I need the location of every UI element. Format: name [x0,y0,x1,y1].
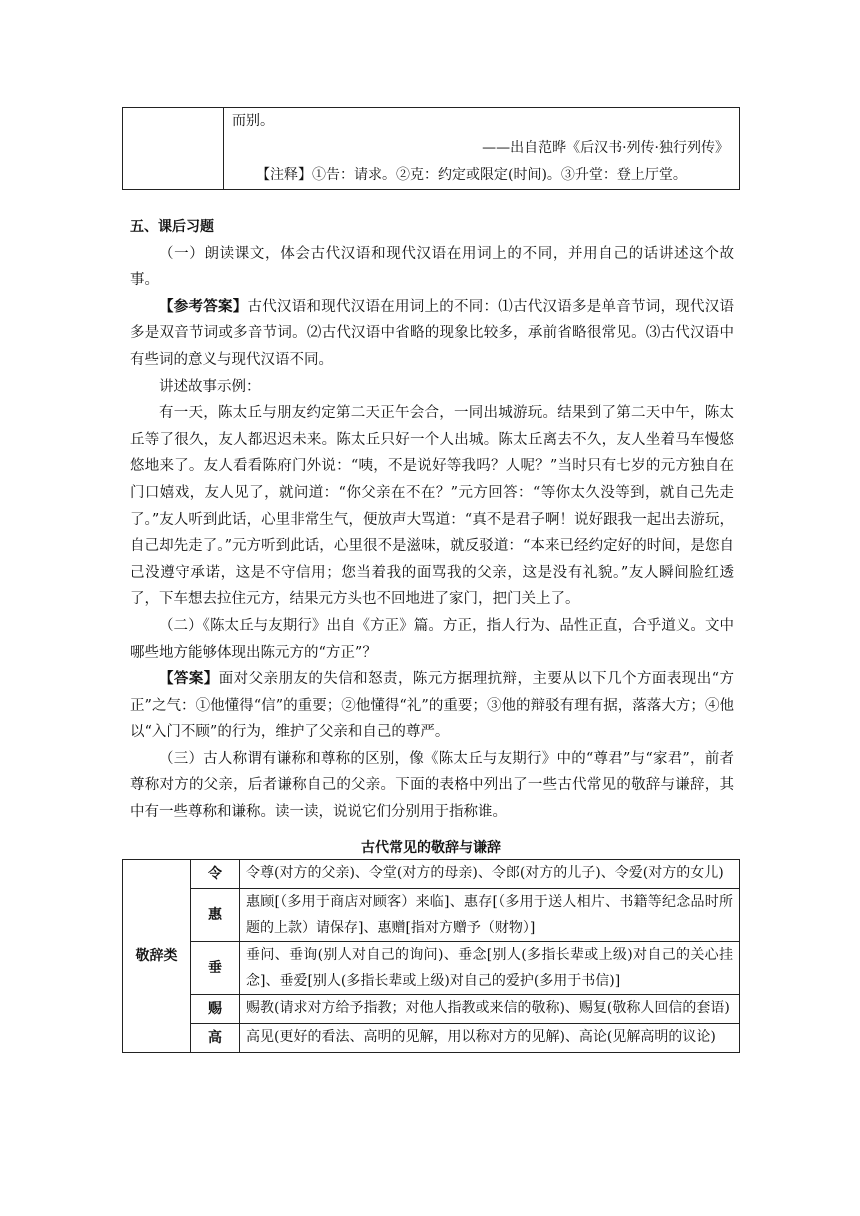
table-row [123,942,740,995]
answer-2 [130,666,734,746]
source-citation: ——出自范晔《后汉书·列传·独行列传》 [482,140,729,156]
table-row [123,860,740,889]
category-cell: 敬辞类 [123,860,191,1053]
honorific-char: 垂 [191,942,240,995]
honorific-desc: 令尊(对方的父亲)、令堂(对方的母亲)、令郎(对方的儿子)、令爱(对方的女儿) [240,860,740,889]
exercise-section [130,214,734,826]
continuation-table [122,107,740,190]
honorific-char: 惠 [191,889,240,942]
honorific-char: 令 [191,860,240,889]
section-heading: 五、课后习题 [130,219,214,235]
honorific-desc: 惠顾[（多用于商店对顾客）来临]、惠存[（多用于送人相片、书籍等纪念品时所题的上款）请保存]、惠赠[指对方赠予（财物）] [240,889,740,942]
continuation-blank-cell [123,108,224,190]
honorific-table [122,859,740,1053]
question-1: （一）朗读课文，体会古代汉语和现代汉语在用词上的不同，并用自己的话讲述这个故事。 [130,245,734,289]
honorific-desc-text: 高见(更好的看法、高明的见解，用以称对方的见解)、高论(见解高明的议论) [246,1029,716,1045]
annotation-note: 【注释】①告：请求。②克：约定或限定(时间)。③升堂：登上厅堂。 [256,167,687,183]
honorific-char: 赐 [191,995,240,1024]
question-3: （三）古人称谓有谦称和尊称的区别，像《陈太丘与友期行》中的“尊君”与“家君”，前者尊称对方的父亲，后者谦称自己的父亲。下面的表格中列出了一些古代常见的敬辞与谦辞，其中有一些尊称和谦称。读一读，说说它们分别用于指称谁。 [130,750,734,821]
honorific-desc: 赐教(请求对方给予指教；对他人指教或来信的敬称)、赐复(敬称人回信的套语) [240,995,740,1024]
question-2: （二）《陈太丘与友期行》出自《方正》篇。方正，指人行为、品性正直，合乎道义。文中哪些地方能够体现出陈元方的“方正”？ [130,617,734,661]
answer-2-text: 面对父亲朋友的失信和怒责，陈元方据理抗辩，主要从以下几个方面表现出“方正”之气：①他懂得“信”的重要；②他懂得“礼”的重要；③他的辩驳有理有据，落落大方；④他以“入门不顾”的行为，维护了父亲和自己的尊严。 [130,671,734,741]
story-text: 有一天，陈太丘与朋友约定第二天正午会合，一同出城游玩。结果到了第二天中午，陈太丘等了很久，友人都迟迟未来。陈太丘只好一个人出城。陈太丘离去不久，友人坐着马车慢悠悠地来了。友人看看陈府门外说：“咦，不是说好等我吗？人呢？”当时只有七岁的元方独自在门口嬉戏，友人见了，就问道：“你父亲在不在？”元方回答：“等你太久没等到，就自己先走了。”友人听到此话，心里非常生气，便放声大骂道：“真不是君子啊！说好跟我一起出去游玩，自己却先走了。”元方听到此话，心里很不是滋味，就反驳道：“本来已经约定好的时间，是您自己没遵守承诺，这是不守信用；您当着我的面骂我的父亲，这是没有礼貌。”友人瞬间脸红透了，下车想去拉住元方，结果元方头也不回地进了家门，把门关上了。 [130,405,734,608]
continuation-line: 而别。 [232,113,274,129]
story-intro: 讲述故事示例： [159,378,261,395]
table-row [123,1024,740,1053]
table-title: 古代常见的敬辞与谦辞 [361,840,501,856]
answer-1 [130,294,734,374]
answer-2-label: 【答案】 [159,671,219,688]
table-row [123,995,740,1024]
continuation-text-cell [224,108,740,190]
honorific-char: 高 [191,1024,240,1053]
answer-1-text: 古代汉语和现代汉语在用词上的不同：⑴古代汉语多是单音节词，现代汉语多是双音节词或多音节词。⑵古代汉语中省略的现象比较多，承前省略很常见。⑶古代汉语中有些词的意义与现代汉语不同。 [130,298,734,368]
table-row [123,889,740,942]
answer-1-label: 【参考答案】 [159,298,248,315]
honorific-desc: 垂问、垂询(别人对自己的询问)、垂念[别人(多指长辈或上级)对自己的关心挂念]、垂爱[别人(多指长辈或上级)对自己的爱护(多用于书信)] [240,942,740,995]
honorific-desc [240,1024,740,1053]
